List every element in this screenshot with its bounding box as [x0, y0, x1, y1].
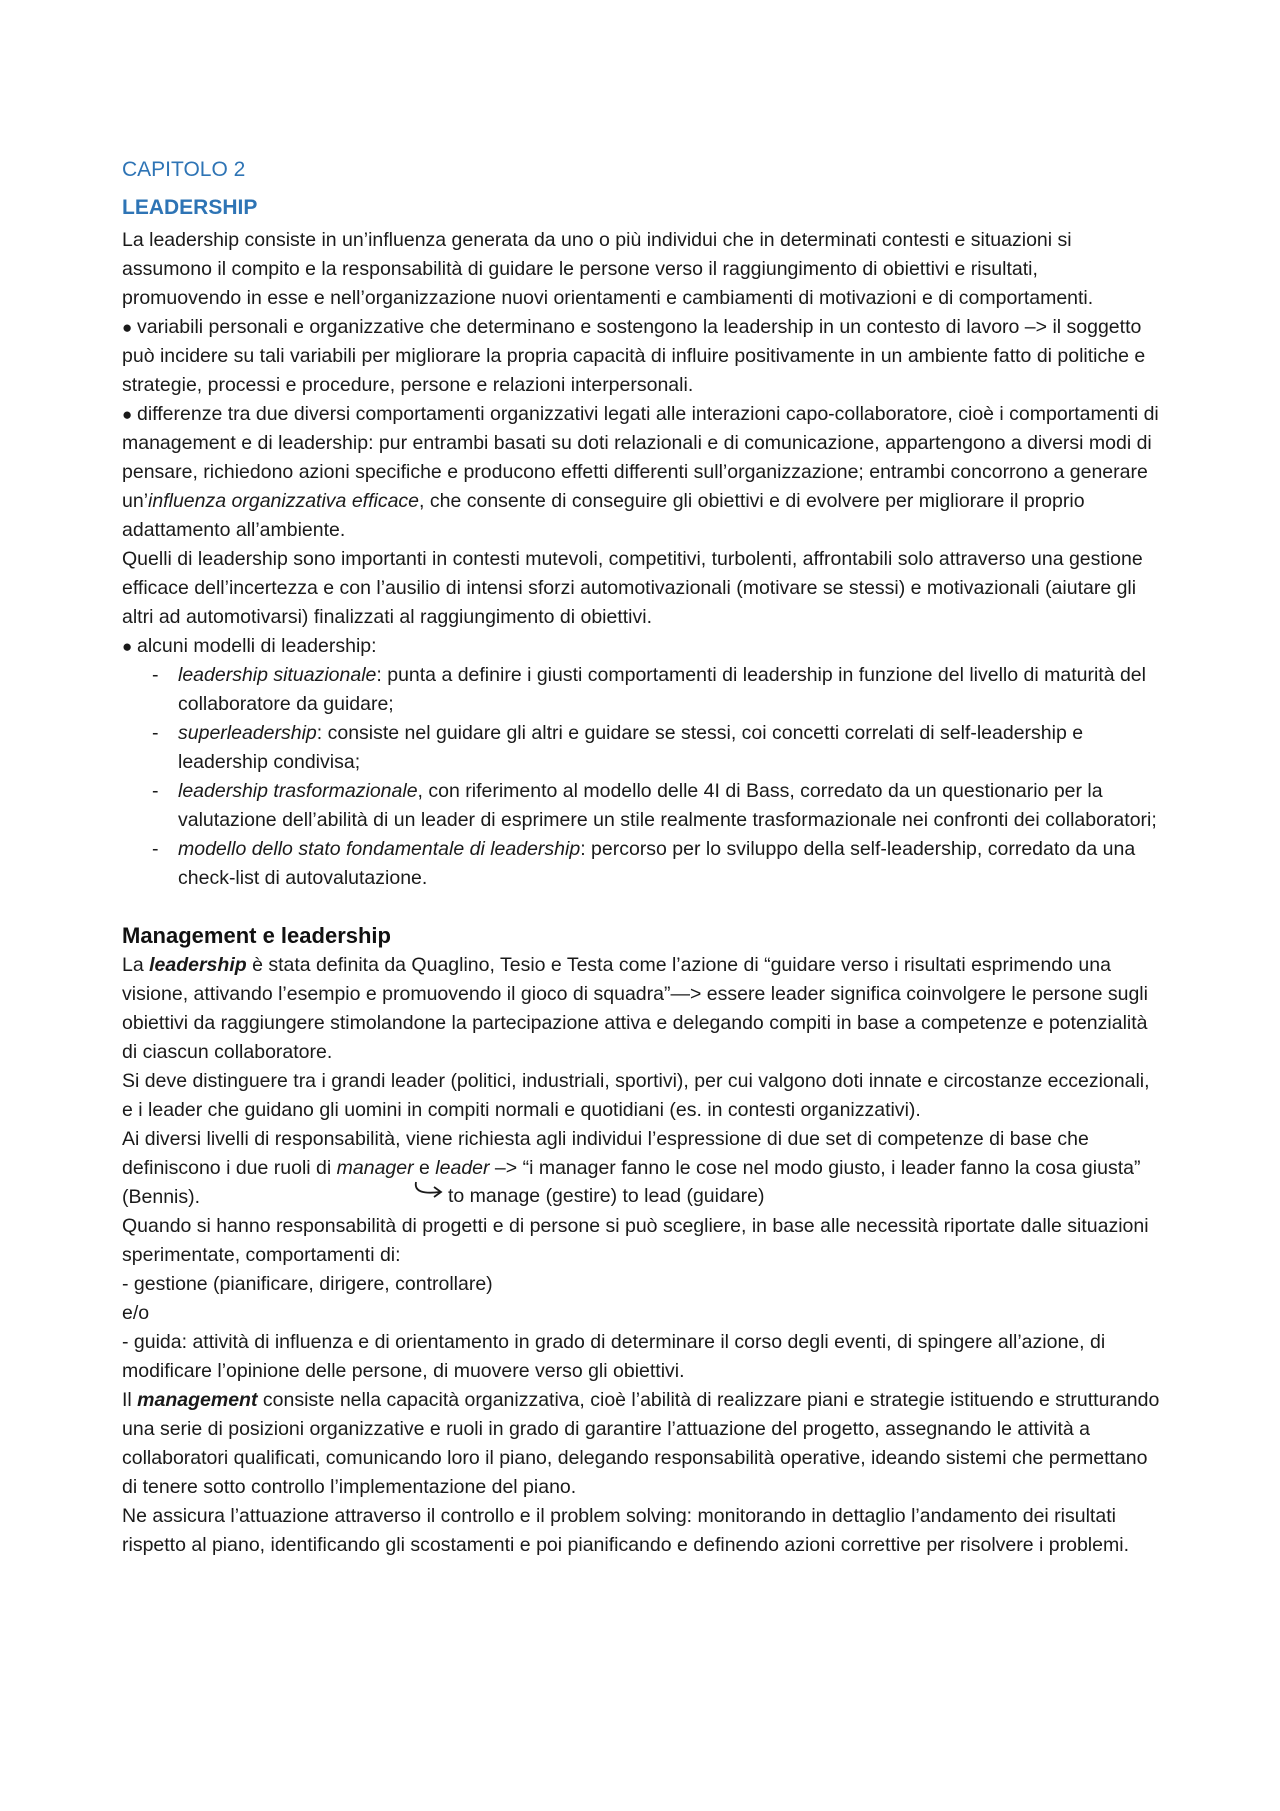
emphasis: influenza organizzativa efficace — [148, 490, 420, 512]
model-term: leadership situazionale — [178, 664, 377, 686]
chapter-label: CAPITOLO 2 — [122, 158, 246, 181]
key-term: leadership — [149, 954, 247, 976]
text: Il — [122, 1389, 138, 1411]
option-gestione: - gestione (pianificare, dirigere, controllare) — [122, 1273, 493, 1295]
list-item — [178, 777, 1162, 835]
text: e — [413, 1157, 436, 1179]
model-term: modello dello stato fondamentale di leadership — [178, 838, 581, 860]
bullet-text: differenze tra due diversi comportamenti organizzativi legati alle interazioni capo-collaboratore, cioè i comportamenti di management e di leadership: pur entrambi basati su doti relazionali e di comunicazione, appartengono a diversi modi di pensare, richiedono azioni specifiche e producono effetti differenti sull’organizzazione; entrambi concorrono a generare un’ — [122, 403, 1159, 512]
annotation-text: to manage (gestire) to lead (guidare) — [448, 1185, 765, 1207]
bullet-text: variabili personali e organizzative che determinano e sostengono la leadership in un contesto di lavoro –> il soggetto può incidere su tali variabili per migliorare la propria capacità di influire positivamente in un ambiente fatto di politiche e strategie, processi e procedure, persone e relazioni interpersonali. — [122, 316, 1146, 396]
intro-paragraph: La leadership consiste in un’influenza generata da uno o più individui che in determinati contesti e situazioni si assumono il compito e la responsabilità di guidare le persone verso il raggiungimento di obiettivi e risultati, promuovendo in esse e nell’organizzazione nuovi orientamenti e cambiamenti di motivazioni e di comportamenti. — [122, 229, 1094, 309]
text: consiste nella capacità organizzativa, cioè l’abilità di realizzare piani e strategie istituendo e strutturando una serie di posizioni organizzative e ruoli in grado di garantire l’attuazione del progetto, assegnando le attività a collaboratori qualificati, comunicando loro il piano, delegando responsabilità operative, ideando sistemi che permettano di tenere sotto controllo l’implementazione del piano. — [122, 1389, 1160, 1498]
leader-types-paragraph: Si deve distinguere tra i grandi leader (politici, industriali, sportivi), per cui valgono doti innate e circostanze eccezionali, e i leader che guidano gli uomini in compiti normali e quotidiani (es. in contesti organizzativi). — [122, 1070, 1150, 1121]
text: –> “i manager fanno le cose nel modo giusto, i leader fanno la cosa giusta” (Bennis). — [122, 1157, 1141, 1208]
list-item — [178, 835, 1162, 893]
models-list — [122, 661, 1162, 893]
control-paragraph: Ne assicura l’attuazione attraverso il controllo e il problem solving: monitorando in dettaglio l’andamento dei risultati rispetto al piano, identificando gli scostamenti e poi pianificando e definendo azioni correttive per risolvere i problemi. — [122, 1505, 1129, 1556]
subheading: Management e leadership — [122, 923, 391, 948]
emphasis: leader — [435, 1157, 490, 1179]
model-text: , con riferimento al modello delle 4I di Bass, corredato da un questionario per la valutazione dell’abilità di un leader di esprimere un stile realmente trasformazionale nei confronti dei collaboratori; — [178, 780, 1157, 831]
bullet-modelli — [122, 632, 1162, 661]
context-paragraph: Quelli di leadership sono importanti in contesti mutevoli, competitivi, turbolenti, affrontabili solo attraverso una gestione efficace dell’incertezza e con l’ausilio di intensi sforzi automotivazionali (motivare se stessi) e motivazionali (aiutare gli altri ad automotivarsi) finalizzati al raggiungimento di obiettivi. — [122, 548, 1143, 628]
document-page — [122, 152, 1162, 1560]
option-join: e/o — [122, 1302, 150, 1324]
option-guida: - guida: attività di influenza e di orientamento in grado di determinare il corso degli eventi, di spingere all’azione, di modificare l’opinione delle persone, di muovere verso gli obiettivi. — [122, 1331, 1106, 1382]
list-item — [178, 719, 1162, 777]
model-text: : punta a definire i giusti comportamenti di leadership in funzione del livello di maturità del collaboratore da guidare; — [178, 664, 1146, 715]
emphasis: manager — [336, 1157, 414, 1179]
text: La — [122, 954, 150, 976]
management-definition — [122, 1386, 1162, 1502]
model-text: : consiste nel guidare gli altri e guidare se stessi, coi concetti correlati di self-leadership e leadership condivisa; — [178, 722, 1084, 773]
bullet-text: alcuni modelli di leadership: — [137, 635, 377, 657]
behaviours-paragraph: Quando si hanno responsabilità di progetti e di persone si può scegliere, in base alle necessità riportate dalle situazioni sperimentate, comportamenti di: — [122, 1215, 1149, 1266]
model-term: superleadership — [178, 722, 317, 744]
leadership-definition — [122, 951, 1162, 1067]
bullet-differenze — [122, 400, 1162, 545]
bullet-text: , che consente di conseguire gli obiettivi e di evolvere per migliorare il proprio adattamento all’ambiente. — [122, 490, 1085, 541]
list-item — [178, 661, 1162, 719]
text: è stata definita da Quaglino, Tesio e Testa come l’azione di “guidare verso i risultati esprimendo una visione, attivando l’esempio e promuovendo il gioco di squadra”—> essere leader significa coinvolgere le persone sugli obiettivi da raggiungere stimolandone la partecipazione attiva e delegando compiti in base a competenze e potenzialità di ciascun collaboratore. — [122, 954, 1148, 1063]
model-term: leadership trasformazionale — [178, 780, 418, 802]
bullet-variabili — [122, 313, 1162, 400]
curved-arrow-icon — [412, 1178, 446, 1200]
text: Ai diversi livelli di responsabilità, viene richiesta agli individui l’espressione di due set di competenze di base che definiscono i due ruoli di — [122, 1128, 1089, 1179]
key-term: management — [137, 1389, 258, 1411]
section-title: LEADERSHIP — [122, 196, 258, 219]
model-text: : percorso per lo sviluppo della self-leadership, corredato da una check-list di autovalutazione. — [178, 838, 1136, 889]
